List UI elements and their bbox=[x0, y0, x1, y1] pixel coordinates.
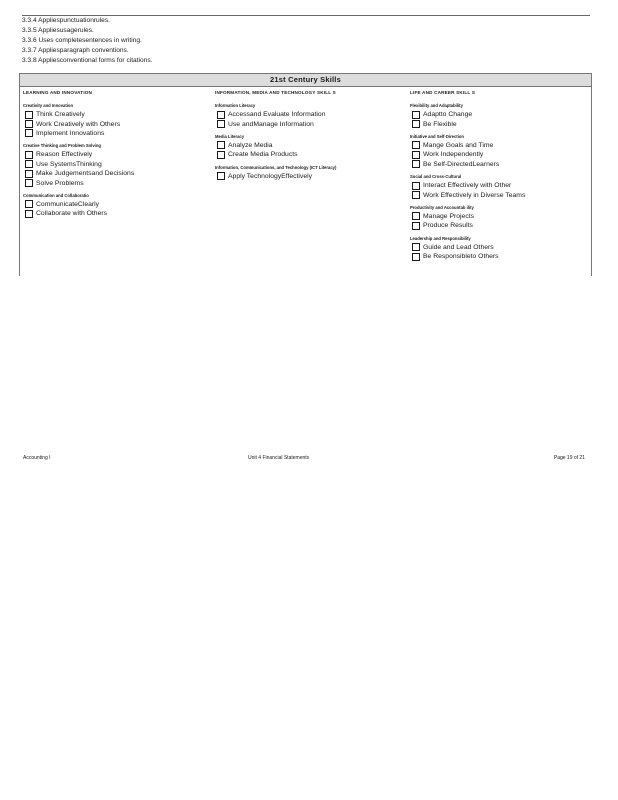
skill-label: Implement Innovations bbox=[36, 129, 105, 137]
checkbox[interactable] bbox=[217, 172, 225, 180]
checkbox[interactable] bbox=[412, 243, 420, 251]
skill-label: Manage Projects bbox=[423, 212, 475, 220]
checkbox[interactable] bbox=[25, 210, 33, 218]
checkbox[interactable] bbox=[25, 200, 33, 208]
checkbox[interactable] bbox=[217, 120, 225, 128]
standard-line: 3.3.8 Appliesconventional forms for citations. bbox=[22, 57, 153, 64]
skill-label: Accessand Evaluate Information bbox=[228, 111, 326, 119]
skill-label: Be Self-DirectedLearners bbox=[423, 160, 500, 168]
checkbox[interactable] bbox=[412, 182, 420, 190]
page-footer bbox=[23, 454, 585, 463]
skill-item[interactable] bbox=[410, 221, 590, 230]
skill-group bbox=[215, 164, 405, 181]
skill-group bbox=[215, 133, 405, 160]
skill-group bbox=[410, 235, 590, 262]
standard-line: 3.3.6 Uses completesentences in writing. bbox=[22, 37, 142, 44]
skill-item[interactable] bbox=[410, 110, 590, 119]
group-title: Information Literacy bbox=[215, 103, 256, 108]
skill-item[interactable] bbox=[215, 119, 405, 128]
skill-item[interactable] bbox=[23, 200, 213, 209]
group-title: Flexibility and Adaptability bbox=[410, 103, 463, 108]
checkbox[interactable] bbox=[25, 170, 33, 178]
skill-item[interactable] bbox=[410, 141, 590, 150]
column-heading: INFORMATION, MEDIA AND TECHNOLOGY SKILL S bbox=[215, 90, 336, 95]
skill-item[interactable] bbox=[23, 150, 213, 159]
skill-item[interactable] bbox=[410, 252, 590, 261]
skill-group bbox=[215, 102, 405, 129]
skill-item[interactable] bbox=[215, 110, 405, 119]
skill-item[interactable] bbox=[410, 160, 590, 169]
skills-title: 21st Century Skills bbox=[20, 73, 591, 87]
footer-course: Accounting I bbox=[23, 455, 51, 461]
skill-item[interactable] bbox=[410, 119, 590, 128]
skill-item[interactable] bbox=[410, 212, 590, 221]
column-heading: LEARNING AND INNOVATION bbox=[23, 90, 93, 95]
skill-item[interactable] bbox=[215, 150, 405, 159]
standards-list bbox=[22, 15, 590, 66]
skill-label: Use andManage Information bbox=[228, 120, 314, 128]
group-title: Initiative and Self-Direction bbox=[410, 133, 464, 139]
skill-item[interactable] bbox=[215, 172, 405, 181]
group-title: Social and Cross-Cultural bbox=[410, 173, 462, 179]
skills-column-information bbox=[215, 89, 405, 185]
skill-label: Be Flexible bbox=[423, 120, 457, 128]
skill-item[interactable] bbox=[23, 169, 213, 178]
group-title: Communication and Collaboratio bbox=[23, 192, 89, 198]
skill-group bbox=[410, 204, 590, 231]
checkbox[interactable] bbox=[25, 120, 33, 128]
skill-item[interactable] bbox=[410, 150, 590, 159]
checkbox[interactable] bbox=[412, 160, 420, 168]
skill-item[interactable] bbox=[23, 178, 213, 187]
skill-label: Produce Results bbox=[423, 222, 473, 230]
skill-label: Work Creatively with Others bbox=[36, 120, 121, 128]
checkbox[interactable] bbox=[217, 111, 225, 119]
checkbox[interactable] bbox=[25, 129, 33, 137]
skill-label: Work Independently bbox=[423, 151, 484, 159]
checkbox[interactable] bbox=[25, 160, 33, 168]
checkbox[interactable] bbox=[412, 151, 420, 159]
skill-label: Collaborate with Others bbox=[36, 210, 108, 218]
skill-item[interactable] bbox=[23, 209, 213, 218]
skill-label: Guide and Lead Others bbox=[423, 243, 494, 251]
skills-column-learning bbox=[23, 89, 213, 223]
skill-item[interactable] bbox=[23, 110, 213, 119]
checkbox[interactable] bbox=[25, 179, 33, 187]
skill-item[interactable] bbox=[23, 119, 213, 128]
skill-item[interactable] bbox=[410, 243, 590, 252]
checkbox[interactable] bbox=[412, 253, 420, 261]
group-title: Leadership and Responsibility bbox=[410, 235, 471, 241]
skill-item[interactable] bbox=[410, 181, 590, 190]
skill-label: Analyze Media bbox=[228, 141, 273, 149]
standard-line: 3.3.4 Appliespunctuationrules. bbox=[22, 17, 110, 24]
skill-label: Work Effectively in Diverse Teams bbox=[423, 191, 526, 199]
checkbox[interactable] bbox=[217, 151, 225, 159]
checkbox[interactable] bbox=[412, 111, 420, 119]
skill-label: Create Media Products bbox=[228, 151, 298, 159]
skill-label: CommunicateClearly bbox=[36, 200, 100, 208]
skill-label: Solve Problems bbox=[36, 179, 84, 187]
skill-item[interactable] bbox=[215, 141, 405, 150]
group-title: Creativity and Innovation bbox=[23, 103, 74, 108]
group-title: Media Literacy bbox=[215, 133, 245, 139]
skill-label: Adaptto Change bbox=[423, 111, 473, 119]
checkbox[interactable] bbox=[412, 212, 420, 220]
skill-item[interactable] bbox=[23, 160, 213, 169]
standard-line: 3.3.7 Appliesparagraph conventions. bbox=[22, 47, 129, 54]
standard-line: 3.3.5 Appliesusagerules. bbox=[22, 27, 94, 34]
skill-label: Apply TechnologyEffectively bbox=[228, 172, 313, 180]
skill-label: Think Creatively bbox=[36, 111, 85, 119]
checkbox[interactable] bbox=[412, 141, 420, 149]
checkbox[interactable] bbox=[412, 120, 420, 128]
checkbox[interactable] bbox=[25, 111, 33, 119]
footer-page-number: Page 19 of 21 bbox=[553, 455, 585, 461]
skill-label: Reason Effectively bbox=[36, 151, 93, 159]
skill-label: Use SystemsThinking bbox=[36, 160, 102, 168]
skill-label: Be Responsibleto Others bbox=[423, 253, 499, 261]
skill-label: Make Judgementsand Decisions bbox=[36, 170, 135, 178]
skills-column-life-career bbox=[410, 89, 590, 265]
skill-group bbox=[23, 102, 213, 138]
skill-label: Mange Goals and Time bbox=[423, 141, 494, 149]
skill-item[interactable] bbox=[23, 129, 213, 138]
skill-label: Interact Effectively with Other bbox=[423, 182, 512, 190]
skill-group bbox=[410, 102, 590, 129]
group-title: Creative Thinking and Problem Solving bbox=[23, 143, 101, 149]
checkbox[interactable] bbox=[412, 222, 420, 230]
checkbox[interactable] bbox=[217, 141, 225, 149]
skill-group bbox=[410, 133, 590, 169]
group-title: Productivity and Accountab ility bbox=[410, 204, 474, 210]
footer-unit: Unit 4 Financial Statements bbox=[248, 455, 310, 461]
column-heading: LIFE AND CAREER SKILL S bbox=[410, 90, 476, 95]
skill-item[interactable] bbox=[410, 190, 590, 199]
skills-table bbox=[19, 73, 592, 276]
checkbox[interactable] bbox=[25, 151, 33, 159]
skill-group bbox=[23, 192, 213, 219]
skill-group bbox=[23, 142, 213, 188]
checkbox[interactable] bbox=[412, 191, 420, 199]
skill-group bbox=[410, 173, 590, 200]
group-title: Information, Communications, and Technology (ICT Literacy) bbox=[215, 164, 337, 170]
